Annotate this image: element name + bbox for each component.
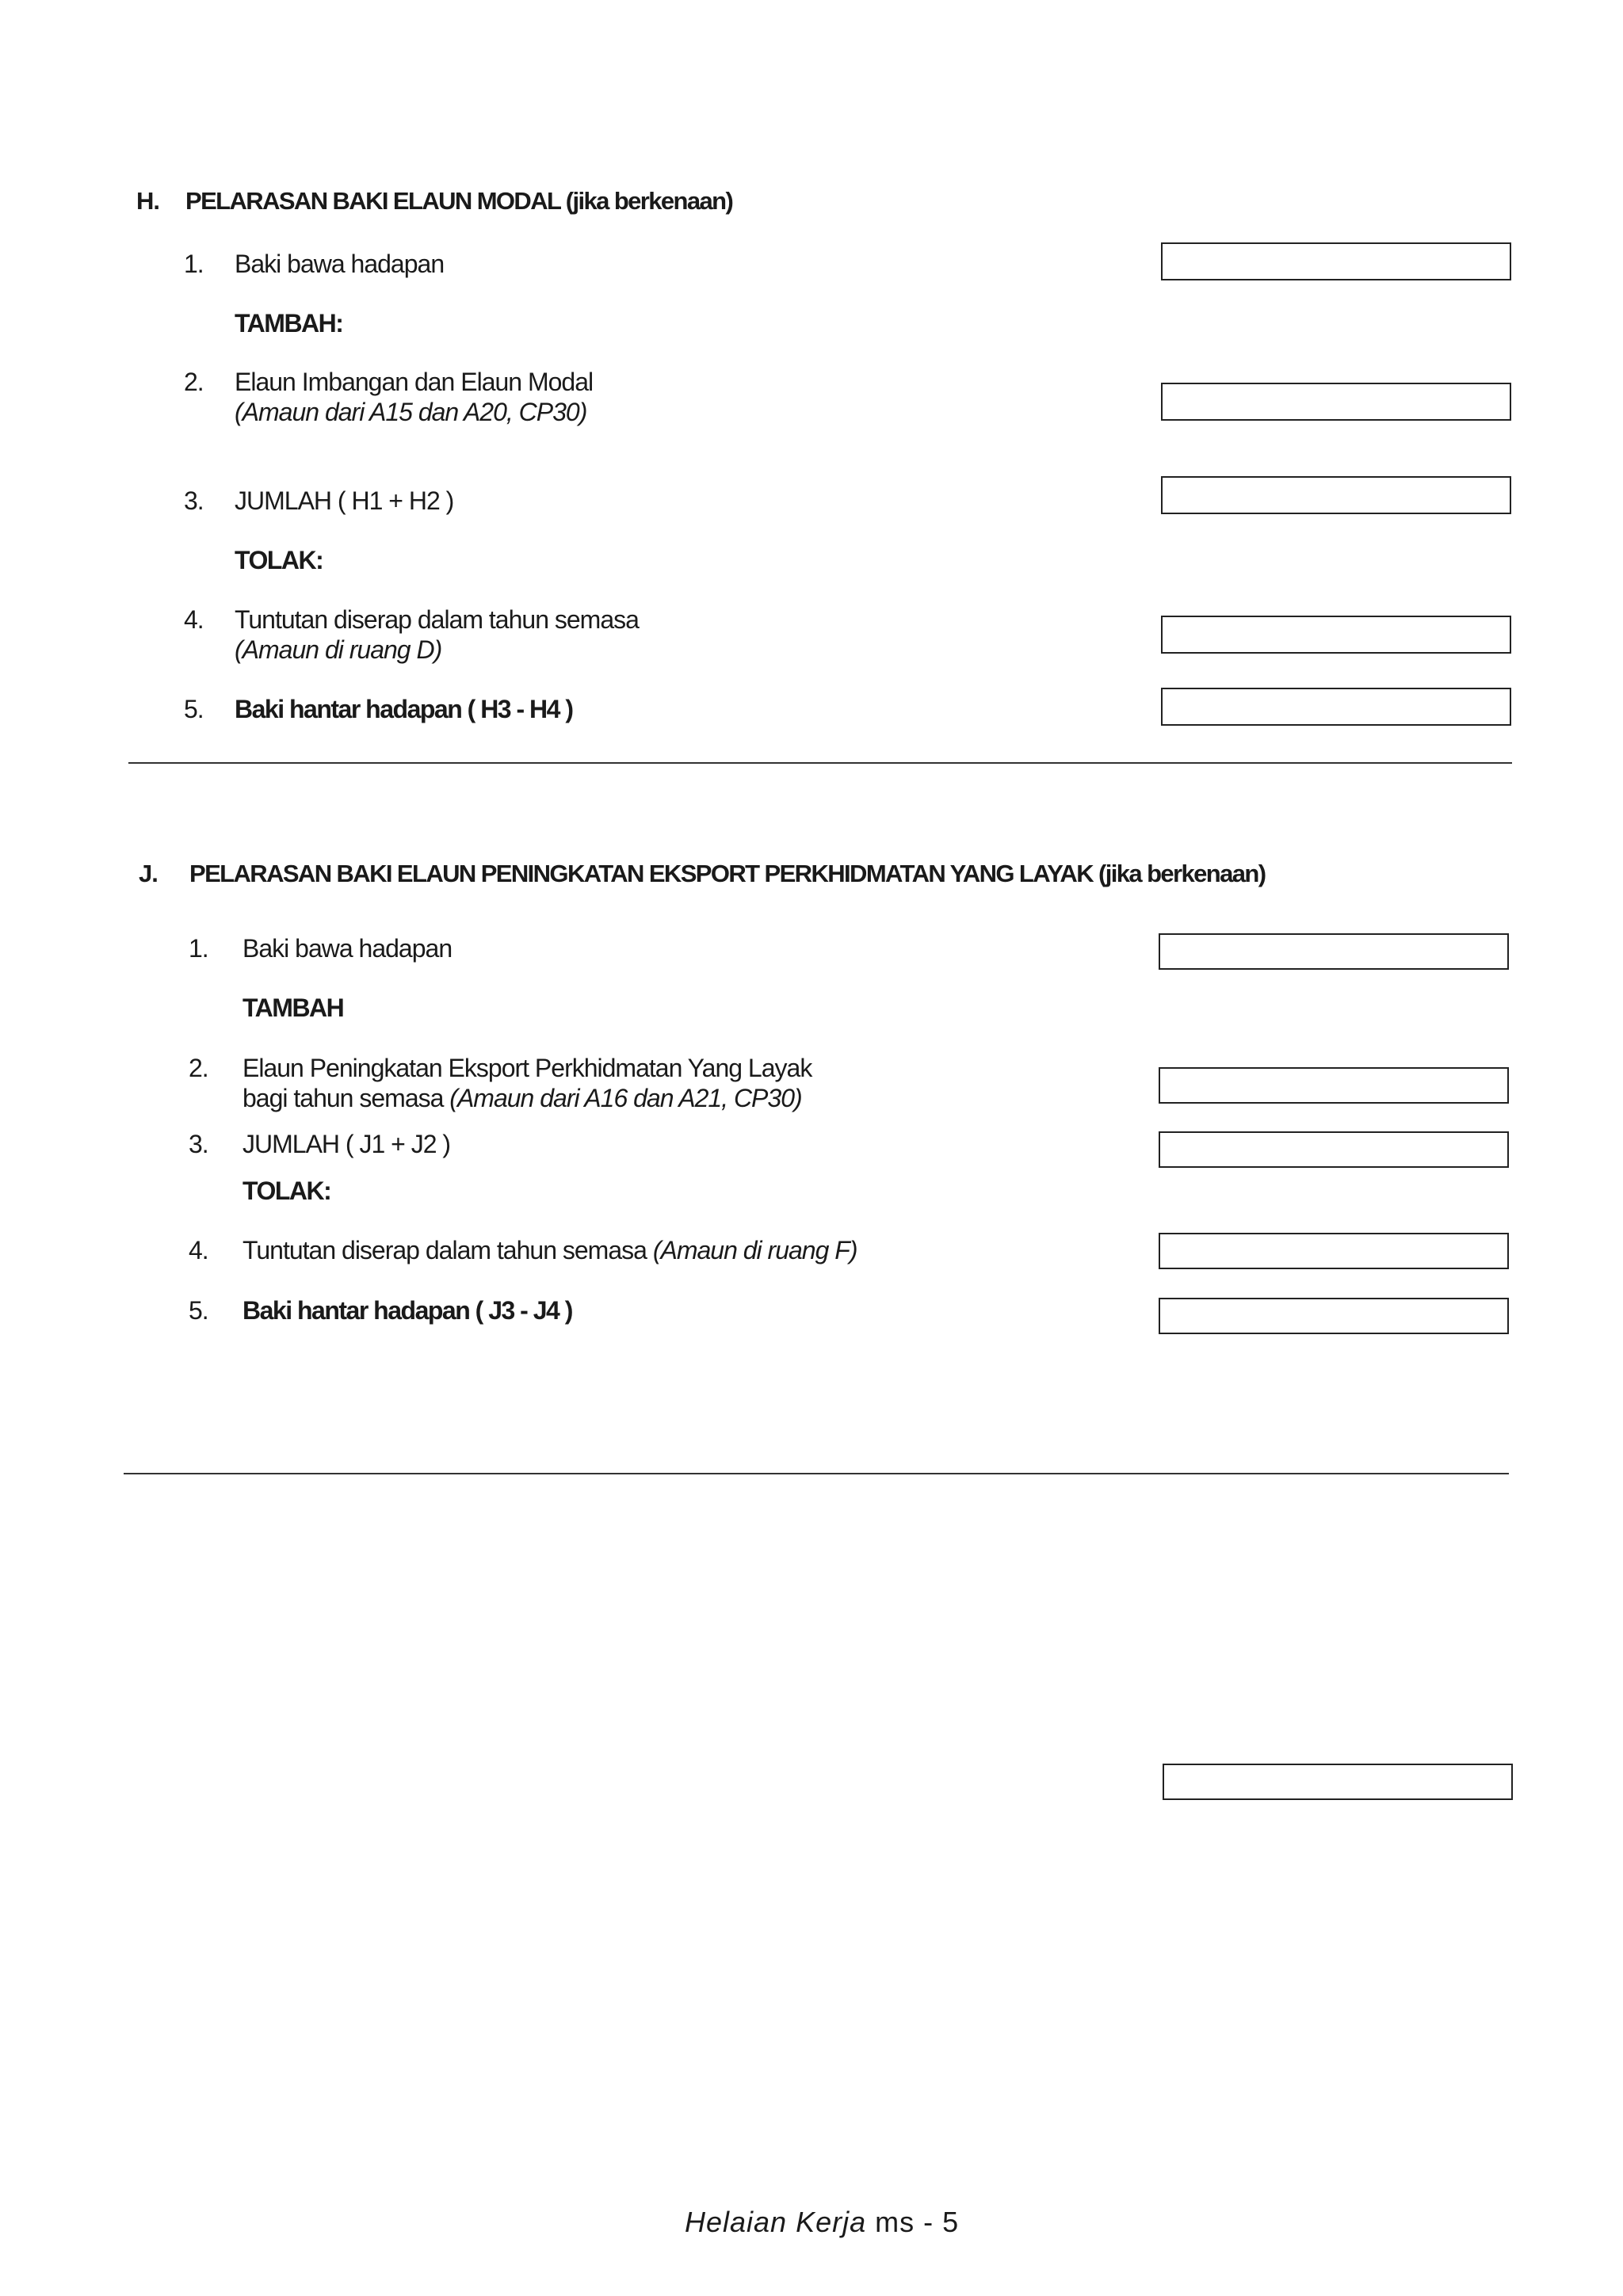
j4-number: 4. (189, 1236, 208, 1264)
h1-label: Baki bawa hadapan (235, 250, 445, 278)
footer-page-number: ms - 5 (875, 2206, 960, 2238)
h1-number: 1. (184, 250, 204, 278)
j5-label: Baki hantar hadapan ( J3 - J4 ) (242, 1296, 572, 1325)
j4-amount-field[interactable] (1159, 1233, 1509, 1269)
h3-label: JUMLAH ( H1 + H2 ) (235, 486, 454, 515)
j2-label: Elaun Peningkatan Eksport Perkhidmatan Yang Layak (242, 1054, 812, 1082)
section-h-letter: H. (136, 187, 159, 215)
h4-note: (Amaun di ruang D) (235, 635, 442, 664)
j5-number: 5. (189, 1296, 208, 1325)
j1-label: Baki bawa hadapan (242, 934, 453, 963)
h-add-label: TAMBAH: (235, 309, 343, 338)
page-footer (685, 2206, 959, 2239)
h2-amount-field[interactable] (1161, 383, 1511, 421)
j1-amount-field[interactable] (1159, 933, 1509, 970)
h4-label: Tuntutan diserap dalam tahun semasa (235, 605, 639, 634)
h5-number: 5. (184, 695, 204, 723)
h3-number: 3. (184, 486, 204, 515)
j2-amount-field[interactable] (1159, 1067, 1509, 1104)
j2-label-line2 (242, 1084, 802, 1113)
section-j-letter: J. (139, 860, 158, 887)
h-less-label: TOLAK: (235, 546, 323, 574)
h4-number: 4. (184, 605, 204, 634)
j-add-label: TAMBAH (242, 994, 344, 1022)
j1-number: 1. (189, 934, 208, 963)
section-h-divider (128, 762, 1512, 764)
h4-amount-field[interactable] (1161, 616, 1511, 654)
j2-number: 2. (189, 1054, 208, 1082)
j4-label: Tuntutan diserap dalam tahun semasa (242, 1236, 647, 1264)
h1-amount-field[interactable] (1161, 242, 1511, 280)
j3-label: JUMLAH ( J1 + J2 ) (242, 1130, 451, 1158)
footer-title: Helaian Kerja (685, 2206, 867, 2238)
j4-note: (Amaun di ruang F) (652, 1236, 857, 1264)
h2-label: Elaun Imbangan dan Elaun Modal (235, 368, 594, 396)
extra-amount-field[interactable] (1163, 1764, 1513, 1800)
j4-label-line (242, 1236, 857, 1265)
j5-amount-field[interactable] (1159, 1298, 1509, 1334)
h5-label: Baki hantar hadapan ( H3 - H4 ) (235, 695, 573, 723)
section-h-title: PELARASAN BAKI ELAUN MODAL (jika berkenaan) (185, 187, 733, 215)
j2-note: (Amaun dari A16 dan A21, CP30) (449, 1084, 802, 1112)
j3-number: 3. (189, 1130, 208, 1158)
j3-amount-field[interactable] (1159, 1131, 1509, 1168)
j-less-label: TOLAK: (242, 1177, 331, 1205)
section-j-title: PELARASAN BAKI ELAUN PENINGKATAN EKSPORT PERKHIDMATAN YANG LAYAK (jika berkenaan) (189, 860, 1266, 887)
j2-label-line2-text: bagi tahun semasa (242, 1084, 444, 1112)
h5-amount-field[interactable] (1161, 688, 1511, 726)
section-j-divider (124, 1473, 1509, 1474)
h2-number: 2. (184, 368, 204, 396)
h3-amount-field[interactable] (1161, 476, 1511, 514)
h2-note: (Amaun dari A15 dan A20, CP30) (235, 398, 587, 426)
